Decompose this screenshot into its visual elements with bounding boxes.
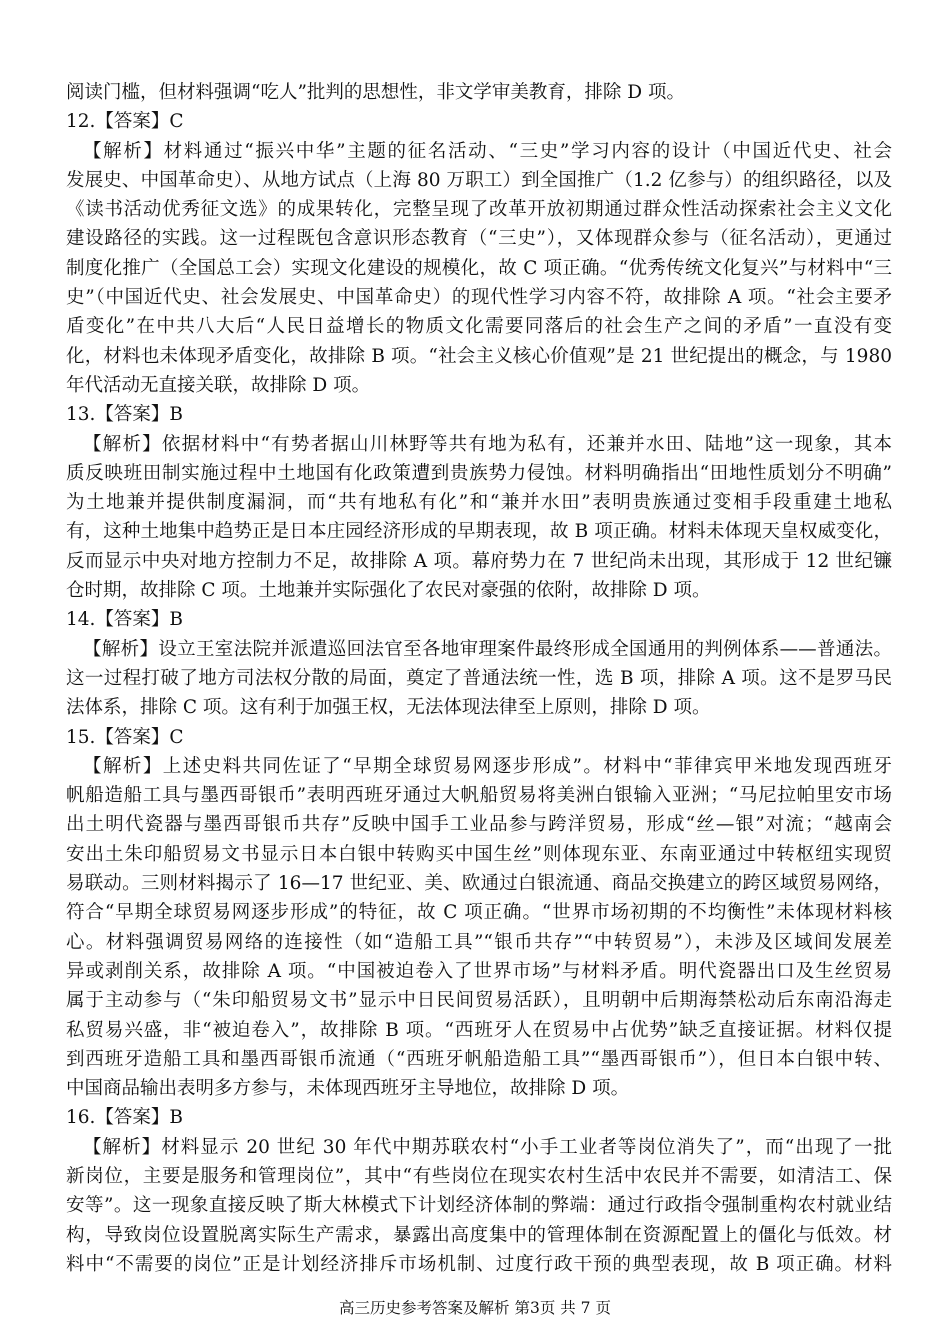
page-footer: 高三历史参考答案及解析 第3页 共 7 页 xyxy=(339,1299,611,1317)
q12-answer: 12.【答案】C xyxy=(66,111,184,133)
text-line: 阅读门槛，但材料强调“吃人”批判的思想性，非文学审美教育，排除 D 项。 xyxy=(66,82,686,103)
text-line: 这一过程打破了地方司法权分散的局面，奠定了普通法统一性，选 B 项，排除 A 项。这不是罗马民 xyxy=(66,667,892,689)
q13-analysis xyxy=(66,430,892,606)
q16-answer: 16.【答案】B xyxy=(66,1107,184,1129)
text-line: 反而显示中央对地方控制力不足，故排除 A 项。幕府势力在 7 世纪尚未出现，其形成于 12 世纪镰 xyxy=(66,550,892,572)
document-body xyxy=(66,78,892,1279)
q15-answer: 15.【答案】C xyxy=(66,726,184,748)
text-line: 心。材料强调贸易网络的连接性（如“造船工具”“银币共存”“中转贸易”），未涉及区域间发展差 xyxy=(66,931,892,953)
text-line: 新岗位，主要是服务和管理岗位”，其中“有些岗位在现实农村生活中农民并不需要，如清洁工、保 xyxy=(66,1165,892,1187)
text-line: 质反映班田制实施过程中土地国有化政策遭到贵族势力侵蚀。材料明确指出“田地性质划分不明确” xyxy=(66,462,892,484)
text-line: 构，导致岗位设置脱离实际生产需求，暴露出高度集中的管理体制在资源配置上的僵化与低效。材 xyxy=(66,1224,892,1246)
text-line: 属于主动参与（“朱印船贸易文书”显示中日民间贸易活跃），且明朝中后期海禁松动后东南沿海走 xyxy=(66,990,892,1012)
text-line: 【解析】设立王室法院并派遣巡回法官至各地审理案件最终形成全国通用的判例体系——普通法。 xyxy=(83,638,892,660)
q16-analysis xyxy=(66,1133,892,1279)
text-line: 有，这种土地集中趋势正是日本庄园经济形成的早期表现，故 B 项正确。材料未体现天皇权威变化， xyxy=(66,521,892,543)
text-line: 帆船造船工具与墨西哥银币”表明西班牙通过大帆船贸易将美洲白银输入亚洲；“马尼拉帕里安市场 xyxy=(66,785,892,807)
q12-analysis xyxy=(66,137,892,401)
text-line: 符合“早期全球贸易网逐步形成”的特征，故 C 项正确。“世界市场初期的不均衡性”未体现材料核 xyxy=(66,902,892,924)
text-line: 易联动。三则材料揭示了 16—17 世纪亚、美、欧通过白银流通、商品交换建立的跨区域贸易网络， xyxy=(66,873,892,895)
text-line: 中国商品输出表明多方参与，未体现西班牙主导地位，故排除 D 项。 xyxy=(66,1078,630,1100)
text-line: 【解析】材料通过“振兴中华”主题的征名活动、“三史”学习内容的设计（中国近代史、社会 xyxy=(83,140,892,162)
text-line: 异或剥削关系，故排除 A 项。“中国被迫卷入了世界市场”与材料矛盾。明代瓷器出口及生丝贸易 xyxy=(66,960,892,982)
text-line: 安等”。这一现象直接反映了斯大林模式下计划经济体制的弊端：通过行政指令强制重构农村就业结 xyxy=(66,1195,892,1217)
q13-answer: 13.【答案】B xyxy=(66,404,184,426)
text-line: 史”（中国近代史、社会发展史、中国革命史）的现代性学习内容不符，故排除 A 项。“社会主要矛 xyxy=(66,287,892,309)
text-line: 年代活动无直接关联，故排除 D 项。 xyxy=(66,374,371,396)
text-line: 发展史、中国革命史）、从地方试点（上海 80 万职工）到全国推广（1.2 亿参与）的组织路径，以及 xyxy=(66,169,892,191)
q15-analysis xyxy=(66,752,892,1104)
text-line: 到西班牙造船工具和墨西哥银币流通（“西班牙帆船造船工具”“墨西哥银币”），但日本白银中转、 xyxy=(66,1048,892,1070)
text-line: 【解析】依据材料中“有势者据山川林野等共有地为私有，还兼并水田、陆地”这一现象，其本 xyxy=(83,433,892,455)
q11-analysis-tail xyxy=(66,78,892,107)
text-line: 【解析】上述史料共同佐证了“早期全球贸易网逐步形成”。材料中“菲律宾甲米地发现西班牙 xyxy=(83,755,892,777)
text-line: 建设路径的实践。这一过程既包含意识形态教育（“三史”），又体现群众参与（征名活动），更通过 xyxy=(66,228,892,250)
text-line: 化，材料也未体现矛盾变化，故排除 B 项。“社会主义核心价值观”是 21 世纪提出的概念，与 1980 xyxy=(66,345,892,367)
text-line: 为土地兼并提供制度漏洞，而“共有地私有化”和“兼并水田”表明贵族通过变相手段重建土地私 xyxy=(66,492,892,514)
text-line: 料中“不需要的岗位”正是计划经济排斥市场机制、过度行政干预的典型表现，故 B 项正确。材料 xyxy=(66,1253,892,1275)
text-line: 出土明代瓷器与墨西哥银币共存”反映中国手工业品参与跨洋贸易，形成“丝—银”对流；“越南会 xyxy=(66,814,892,836)
text-line: 《读书活动优秀征文选》的成果转化，完整呈现了改革开放初期通过群众性活动探索社会主义文化 xyxy=(66,199,892,221)
text-line: 仓时期，故排除 C 项。土地兼并实际强化了农民对豪强的依附，故排除 D 项。 xyxy=(66,580,711,602)
q14-analysis xyxy=(66,635,892,723)
text-line: 法体系，排除 C 项。这有利于加强王权，无法体现法律至上原则，排除 D 项。 xyxy=(66,697,711,719)
text-line: 制度化推广（全国总工会）实现文化建设的规模化，故 C 项正确。“优秀传统文化复兴”与材料中“三 xyxy=(66,257,892,279)
text-line: 私贸易兴盛，非“被迫卷入”，故排除 B 项。“西班牙人在贸易中占优势”缺乏直接证据。材料仅提 xyxy=(66,1019,892,1041)
text-line: 【解析】材料显示 20 世纪 30 年代中期苏联农村“小手工业者等岗位消失了”，而“出现了一批 xyxy=(83,1136,892,1158)
q14-answer: 14.【答案】B xyxy=(66,609,184,631)
text-line: 盾变化”在中共八大后“人民日益增长的物质文化需要同落后的社会生产之间的矛盾”一直没有变 xyxy=(66,316,892,338)
text-line: 安出土朱印船贸易文书显示日本白银中转购买中国生丝”则体现东亚、东南亚通过中转枢纽实现贸 xyxy=(66,843,892,865)
